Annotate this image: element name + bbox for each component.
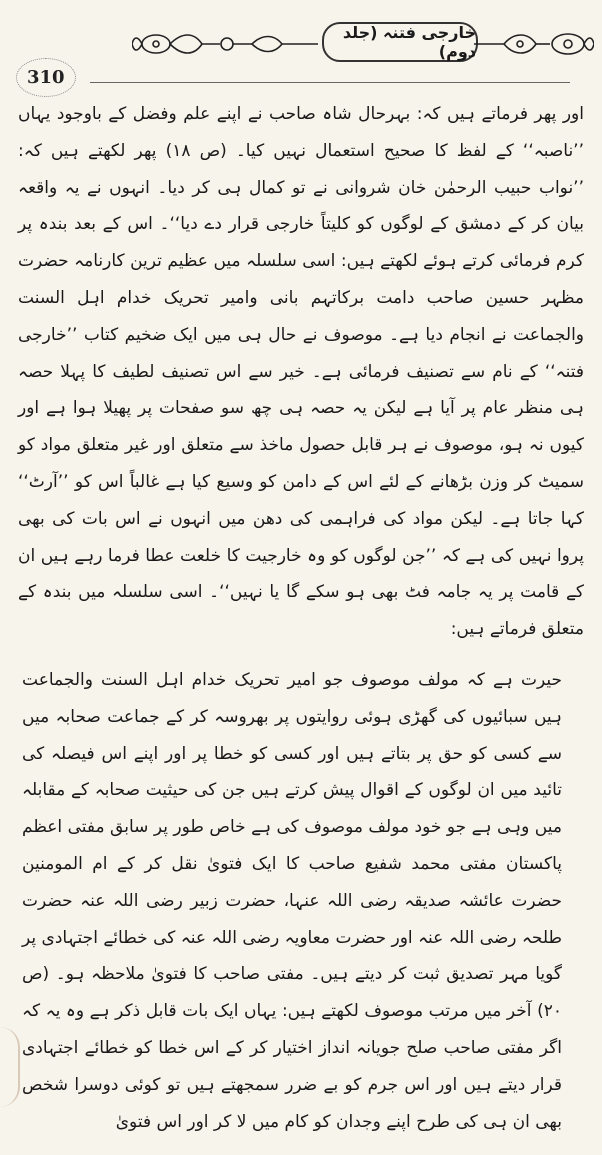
- page-number: 310: [16, 58, 76, 97]
- quote-paragraph: حیرت ہے کہ مولف موصوف جو امیر تحریک خدام اہل السنت والجماعت ہیں سبائیوں کی گھڑی ہوئی روایتوں پر بھروسہ کر کے جماعت صحابہ میں سے کسی کو حق پر بتاتے ہیں اور کسی کو خطا پر اور اپنے اس فیصلہ کی تائید میں ان لوگوں کے اقوال پیش کرتے ہیں جن کی حیثیت صحابہ کے مقابلہ میں وہی ہے جو خود مولف موصوف کی ہے خاص طور پر سابق مفتی اعظم پاکستان مفتی محمد شفیع صاحب کا ایک فتویٰ نقل کر کے ام المومنین حضرت عائشہ صدیقہ رضی اللہ عنہا، حضرت زبیر رضی اللہ عنہ حضرت طلحہ رضی اللہ عنہ اور حضرت معاویہ رضی اللہ عنہ کی خطائے اجتہادی پر گویا مہر تصدیق ثبت کر دیتے ہیں۔ مفتی صاحب کا فتویٰ ملاحظہ ہو۔ (ص ۲۰) آخر میں مرتب موصوف لکھتے ہیں: یہاں ایک بات قابل ذکر ہے وہ یہ کہ اگر مفتی صاحب صلح جویانہ انداز اختیار کر کے اس خطا کو خطائے اجتہادی قرار دیتے ہیں اور اس جرم کو بے ضرر سمجھتے ہیں تو کوئی دوسرا شخص بھی ان ہی کی طرح اپنے وجدان کو کام میں لا کر اور اس فتویٰ: [22, 669, 562, 1132]
- book-title: خارجی فتنہ (جلد دوم): [322, 22, 478, 62]
- body-paragraph: اور پھر فرماتے ہیں کہ: بہرحال شاہ صاحب نے اپنے علم وفضل کے باوجود یہاں ’’ناصبہ‘‘ کے لفظ کا صحیح استعمال نہیں کیا۔ (ص ۱۸) پھر لکھتے ہیں کہ: ’’نواب حبیب الرحمٰن خان شروانی نے تو کمال ہی کر دیا۔ انہوں نے یہ واقعہ بیان کر کے دمشق کے لوگوں کو کلیتاً خارجی قرار دے دیا‘‘۔ اس کے بعد بندہ پر کرم فرمائی کرتے ہوئے لکھتے ہیں: اسی سلسلہ میں عظیم ترین کارنامہ حضرت مظہر حسین صاحب دامت برکاتہم بانی وامیر تحریک خدام اہل السنت والجماعت نے انجام دیا ہے۔ موصوف نے حال ہی میں ایک ضخیم کتاب ’’خارجی فتنہ‘‘ کے نام سے تصنیف فرمائی ہے۔ خیر سے اس تصنیف لطیف کا پہلا حصہ ہی منظر عام پر آیا ہے لیکن یہ حصہ ہی چھ سو صفحات پر پھیلا ہوا ہے اور کیوں نہ ہو، موصوف نے ہر قابل حصول ماخذ سے متعلق اور غیر متعلق مواد کو سمیٹ کر وزن بڑھانے کے لئے اس کے دامن کو وسیع کیا ہے غالباً اس کو ’’آرٹ‘‘ کہا جاتا ہے۔ لیکن مواد کی فراہمی کی دھن میں انہوں نے اس بات کی بھی پروا نہیں کی ہے کہ ’’جن لوگوں کو وہ خارجیت کا خلعت عطا فرما رہے ہیں ان کے قامت پر یہ جامہ فٹ بھی ہو سکے گا یا نہیں‘‘۔ اسی سلسلہ میں بندہ کے متعلق فرماتے ہیں:: [18, 104, 584, 640]
- block-quote: [18, 662, 584, 1140]
- header-divider: [90, 82, 570, 83]
- page-curl: [0, 1027, 20, 1107]
- page-body: [18, 96, 584, 1140]
- page-header: [0, 14, 602, 88]
- floral-ornament-icon: [474, 20, 594, 68]
- floral-ornament-icon: [132, 20, 322, 68]
